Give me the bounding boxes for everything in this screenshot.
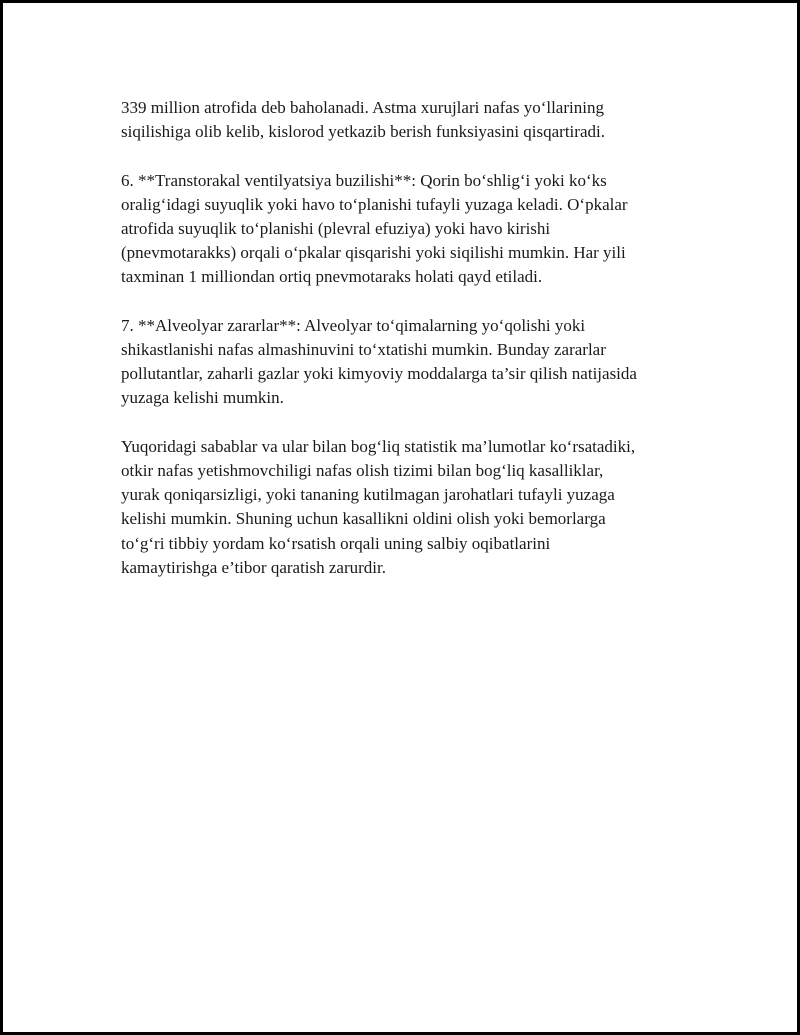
paragraph-alveolar-damage	[121, 314, 706, 411]
text-line: kamaytirishga e’tibor qaratish zarurdir.	[121, 557, 386, 577]
paragraph-conclusion	[121, 435, 706, 580]
text-line: shikastlanishi nafas almashinuvini to‘xtatishi mumkin. Bunday zararlar	[121, 340, 606, 359]
text-line: Yuqoridagi sabablar va ular bilan bog‘liq statistik ma’lumotlar ko‘rsatadiki,	[121, 436, 636, 456]
text-line: pollutantlar, zaharli gazlar yoki kimyoviy moddalarga ta’sir qilish natijasida	[121, 364, 637, 384]
document-body	[121, 96, 706, 604]
text-line: kelishi mumkin. Shuning uchun kasallikni oldini olish yoki bemorlarga	[121, 509, 606, 529]
text-line: (pnevmotarakks) orqali o‘pkalar qisqarishi yoki siqilishi mumkin. Har yili	[121, 243, 626, 263]
text-line: yuzaga kelishi mumkin.	[121, 388, 284, 408]
paragraph-asthma	[121, 96, 706, 144]
text-line: oralig‘idagi suyuqlik yoki havo to‘planishi tufayli yuzaga keladi. O‘pkalar	[121, 194, 628, 214]
text-line: 339 million atrofida deb baholanadi. Astma xurujlari nafas yo‘llarining	[121, 98, 604, 117]
paragraph-transthoracic-ventilation	[121, 169, 706, 290]
text-line: 6. **Transtorakal ventilyatsiya buzilishi**: Qorin bo‘shlig‘i yoki ko‘ks	[121, 170, 607, 190]
text-line: siqilishiga olib kelib, kislorod yetkazib berish funksiyasini qisqartiradi.	[121, 122, 605, 142]
text-line: to‘g‘ri tibbiy yordam ko‘rsatish orqali uning salbiy oqibatlarini	[121, 533, 551, 553]
text-line: otkir nafas yetishmovchiligi nafas olish tizimi bilan bog‘liq kasalliklar,	[121, 461, 604, 480]
text-line: taxminan 1 milliondan ortiq pnevmotaraks holati qayd etiladi.	[121, 267, 543, 287]
text-line: 7. **Alveolyar zararlar**: Alveolyar to‘qimalarning yo‘qolishi yoki	[121, 315, 586, 335]
text-line: atrofida suyuqlik to‘planishi (plevral efuziya) yoki havo kirishi	[121, 219, 551, 238]
text-line: yurak qoniqarsizligi, yoki tananing kutilmagan jarohatlari tufayli yuzaga	[121, 485, 615, 505]
